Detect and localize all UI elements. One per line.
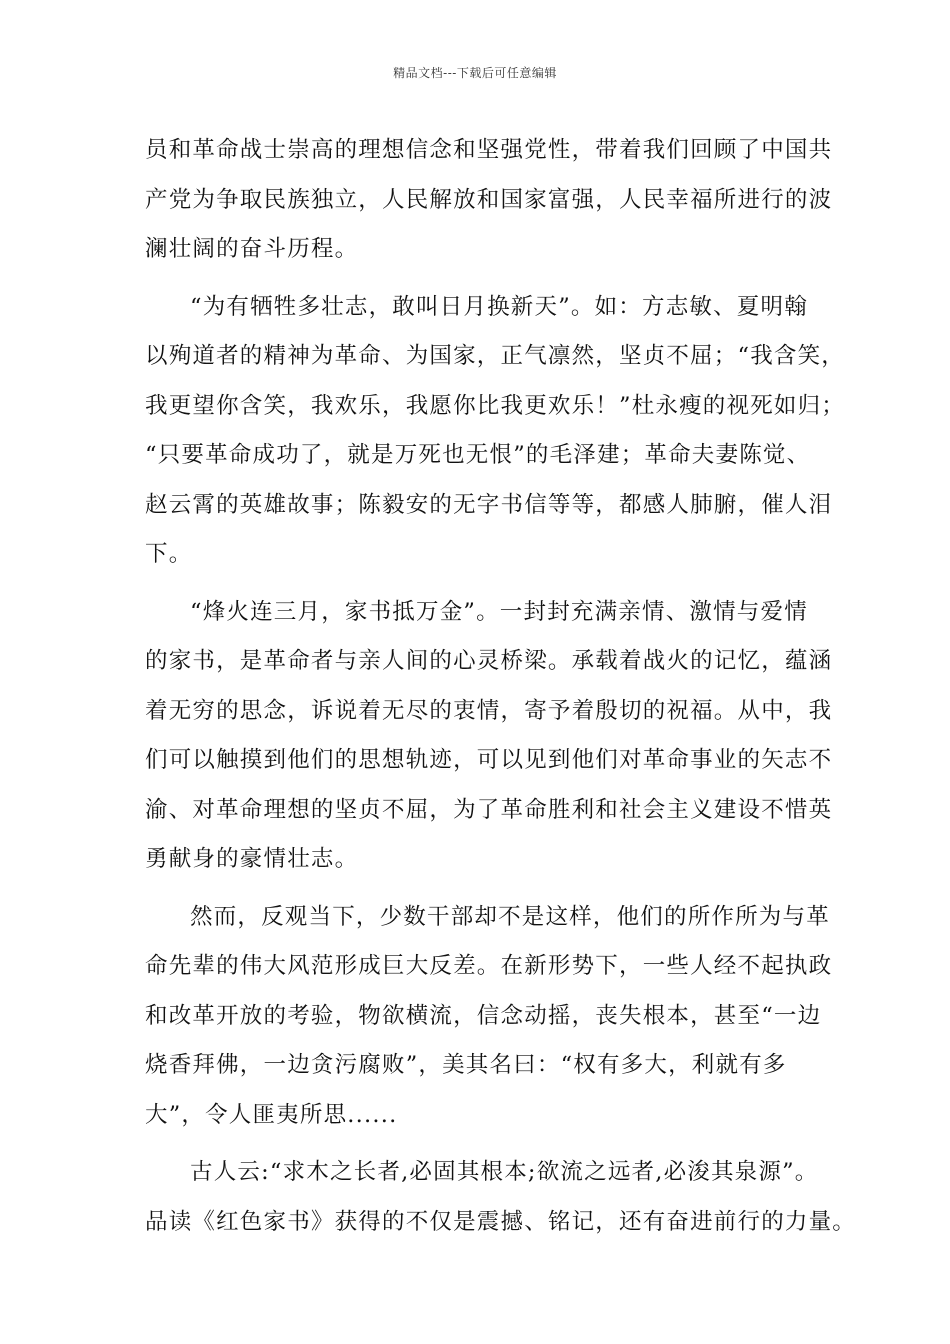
paragraph-line: “为有牺牲多壮志，敢叫日月换新天”。如：方志敏、夏明翰 [190,293,808,320]
paragraph-line: 渝、对革命理想的坚贞不屈，为了革命胜利和社会主义建设不惜英 [145,796,833,823]
paragraph-line: 赵云霄的英雄故事；陈毅安的无字书信等等，都感人肺腑，催人泪 [145,491,833,518]
paragraph-line: 勇献身的豪情壮志。 [145,846,359,872]
paragraph-line: 下。 [145,541,193,567]
paragraph-line: 以殉道者的精神为革命、为国家，正气凛然，坚贞不屈；“我含笑， [145,343,846,369]
document-body [145,126,857,1247]
paragraph-line: 大”，令人匪夷所思...... [145,1101,398,1128]
paragraph-line: 澜壮阔的奋斗历程。 [145,236,359,262]
paragraph-line: “只要革命成功了，就是万死也无恨”的毛泽建；革命夫妻陈觉、 [145,442,811,468]
paragraph-line: 品读《红色家书》获得的不仅是震撼、铭记，还有奋进前行的力量。 [145,1208,857,1235]
paragraph-line: 命先辈的伟大风范形成巨大反差。在新形势下，一些人经不起执政 [145,953,833,979]
paragraph-line: 们可以触摸到他们的思想轨迹，可以见到他们对革命事业的矢志不 [145,747,833,773]
paragraph-line: “烽火连三月，家书抵万金”。一封封充满亲情、激情与爱情 [190,598,808,625]
paragraph-line: 产党为争取民族独立，人民解放和国家富强，人民幸福所进行的波 [145,186,833,213]
page-header: 精品文档---下载后可任意编辑 [393,66,557,80]
paragraph-line: 然而，反观当下，少数干部却不是这样，他们的所作所为与革 [190,903,830,930]
paragraph-line: 和改革开放的考验，物欲横流，信念动摇，丧失根本，甚至“一边 [145,1002,822,1029]
paragraph-line: 烧香拜佛，一边贪污腐败”，美其名曰：“权有多大，利就有多 [145,1052,787,1078]
paragraph-line: 古人云:“求木之长者,必固其根本;欲流之远者,必浚其泉源”。 [190,1159,819,1185]
paragraph-line: 我更望你含笑，我欢乐，我愿你比我更欢乐！”杜永瘦的视死如归； [145,392,846,419]
paragraph-line: 着无穷的思念，诉说着无尽的衷情，寄予着殷切的祝福。从中，我 [145,697,833,724]
paragraph-line: 的家书，是革命者与亲人间的心灵桥梁。承载着战火的记忆，蕴涵 [145,648,833,674]
paragraph-line: 员和革命战士崇高的理想信念和坚强党性，带着我们回顾了中国共 [145,137,833,163]
